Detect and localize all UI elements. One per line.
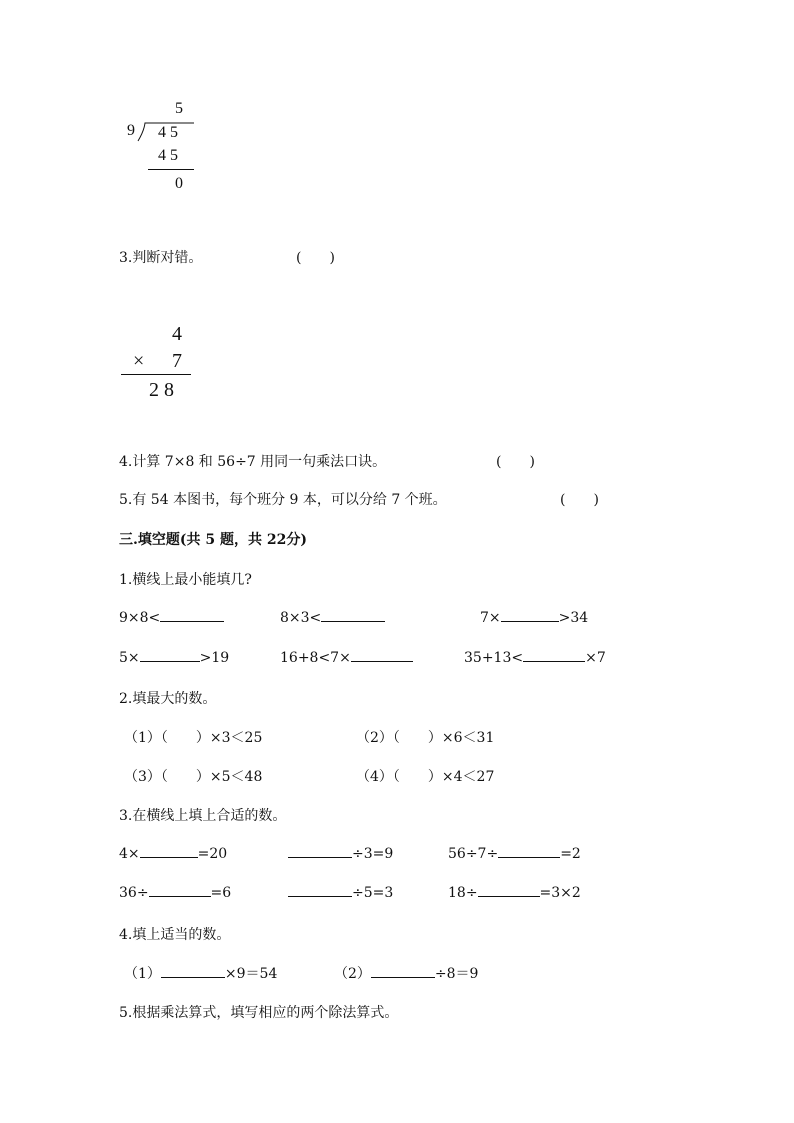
question-4-answer-paren[interactable]: ( ) (496, 454, 535, 470)
fill-3-item-2: ÷3=9 (288, 845, 393, 862)
answer-blank[interactable] (351, 649, 413, 662)
mult-rule (121, 374, 191, 375)
fill-3-title: 3.在横线上填上合适的数。 (119, 808, 287, 824)
fill-2-item-2[interactable]: （2）（ ）×6＜31 (356, 730, 495, 746)
question-5-text: 5.有 54 本图书，每个班分 9 本，可以分给 7 个班。 (119, 492, 447, 508)
division-subtract: 4 5 (158, 147, 178, 164)
fill-4-item-1: （1） ×9＝54 (124, 966, 278, 982)
division-divisor: 9 (127, 122, 135, 139)
answer-blank[interactable] (288, 884, 352, 897)
fill-4-title: 4.填上适当的数。 (119, 927, 231, 943)
answer-blank[interactable] (140, 845, 198, 858)
fill-3-item-4: 36÷ =6 (119, 885, 232, 901)
question-4-text: 4.计算 7×8 和 56÷7 用同一句乘法口诀。 (119, 454, 387, 470)
mult-top: 4 (172, 323, 182, 345)
division-rule (148, 169, 194, 170)
fill-2-item-1[interactable]: （1）（ ）×3＜25 (124, 730, 263, 746)
answer-blank[interactable] (161, 965, 225, 978)
answer-blank[interactable] (498, 845, 560, 858)
answer-blank[interactable] (523, 649, 585, 662)
fill-1-item-4: 5× >19 (119, 650, 230, 666)
fill-1-title: 1.横线上最小能填几? (119, 572, 252, 588)
answer-blank[interactable] (288, 845, 352, 858)
fill-1-item-3: 7× >34 (480, 610, 589, 626)
fill-1-item-1: 9×8< (119, 609, 224, 626)
fill-5-title: 5.根据乘法算式，填写相应的两个除法算式。 (119, 1005, 399, 1021)
division-remainder: 0 (175, 175, 183, 192)
division-dividend: 4 5 (158, 124, 178, 141)
fill-3-item-1: 4× =20 (119, 846, 228, 862)
fill-1-item-6: 35+13< ×7 (464, 650, 606, 666)
fill-3-item-3: 56÷7÷ =2 (448, 846, 581, 862)
fill-1-item-2: 8×3< (280, 609, 385, 626)
mult-times-sign: × (133, 350, 145, 372)
fill-3-item-5: ÷5=3 (288, 884, 393, 901)
section-3-title: 三.填空题(共 5 题，共 22分) (119, 532, 307, 548)
mult-result: 2 8 (149, 379, 174, 401)
answer-blank[interactable] (321, 609, 385, 622)
fill-1-item-5: 16+8<7× (280, 649, 413, 666)
question-5-answer-paren[interactable]: ( ) (560, 492, 599, 508)
fill-3-item-6: 18÷ =3×2 (448, 885, 581, 901)
answer-blank[interactable] (140, 649, 200, 662)
question-3-text: 3.判断对错。 (119, 250, 203, 266)
answer-blank[interactable] (371, 965, 435, 978)
answer-blank[interactable] (478, 884, 540, 897)
fill-4-item-2: （2） ÷8＝9 (334, 966, 479, 982)
question-3-answer-paren[interactable]: ( ) (296, 250, 335, 266)
answer-blank[interactable] (160, 609, 224, 622)
division-quotient: 5 (175, 100, 183, 117)
fill-2-item-4[interactable]: （4）（ ）×4＜27 (356, 769, 495, 785)
answer-blank[interactable] (149, 884, 211, 897)
mult-bottom: 7 (172, 350, 182, 372)
fill-2-item-3[interactable]: （3）（ ）×5＜48 (124, 769, 263, 785)
fill-2-title: 2.填最大的数。 (119, 691, 217, 707)
answer-blank[interactable] (501, 609, 559, 622)
